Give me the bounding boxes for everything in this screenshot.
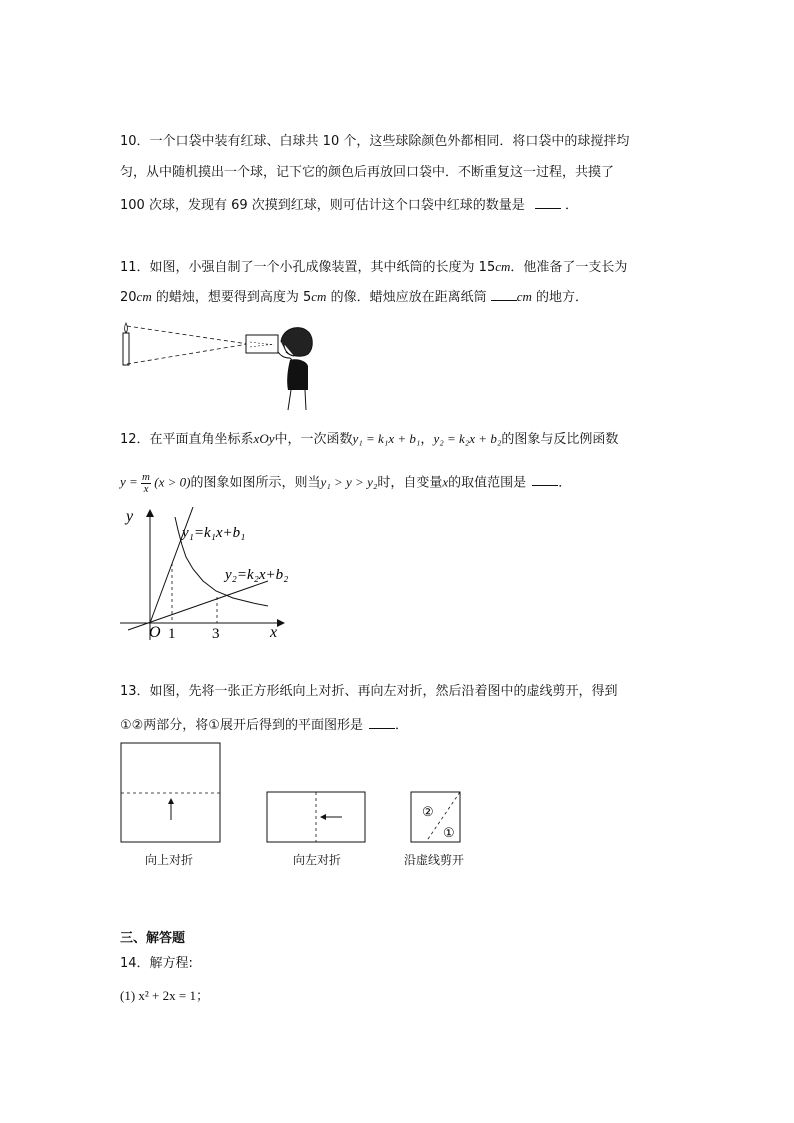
cut-figure [411, 792, 460, 842]
q11-unit-cm-4: cm [516, 289, 532, 304]
q12-line-2-a: 的图象如图所示，则当 [190, 475, 321, 491]
fold-left-figure [267, 792, 365, 842]
q10-answer-blank[interactable] [535, 196, 561, 209]
q14-equation-1: (1) x² + 2x = 1； [120, 988, 209, 1003]
q14-title: 14．解方程: [120, 956, 193, 971]
q13-folding-figures [120, 742, 480, 845]
pinhole-camera-figure [118, 320, 318, 412]
q11-unit-cm-2: cm [136, 289, 152, 304]
q13-line-2-end: ． [394, 718, 408, 733]
boy-icon [278, 328, 312, 410]
fold-up-figure [121, 743, 220, 842]
q12-fraction [141, 472, 151, 495]
q12-function-2: y₂ = k₂x + b₂ [433, 431, 502, 446]
q10-line-3-end: ． [565, 198, 579, 213]
q11-line-2-c: 的像．蜡烛应放在距离纸筒 [326, 290, 491, 305]
q13-line-2-text: ①②两部分，将①展开后得到的平面图形是 [120, 718, 363, 733]
origin-label: O [149, 624, 161, 641]
q12-line-1 [120, 430, 618, 449]
q11-unit-cm: cm [495, 259, 511, 274]
q12-line-2-end: ． [558, 475, 572, 491]
q10-line-3-text: 100 次球，发现有 69 次摸到红球，则可估计这个口袋中红球的数量是 [120, 198, 525, 213]
x-axis-label: x [270, 624, 278, 641]
label-y2: y₂=k₂x+b₂ [225, 567, 289, 583]
q12-answer-blank[interactable] [532, 473, 558, 486]
q10-line-3 [120, 196, 578, 215]
q11-answer-blank[interactable] [491, 288, 517, 301]
paper-tube-icon [246, 335, 278, 353]
caption-cut: 沿虚线剪开 [404, 853, 465, 867]
q12-line-1-c: 的图象与反比例函数 [501, 432, 619, 447]
label-y1: y₁=k₁x+b₁ [182, 525, 246, 541]
light-ray-top [127, 326, 248, 344]
q11-line-2-d: 的地方． [531, 290, 589, 305]
q10-line-1: 10．一个口袋中装有红球、白球共 10 个，这些球除颜色外都相同．将口袋中的球搅拌均 [120, 134, 630, 149]
q12-fraction-numerator: m [142, 471, 150, 483]
q10-line-2: 匀，从中随机摸出一个球，记下它的颜色后再放回口袋中．不断重复这一过程，共摸了 [120, 165, 615, 180]
part-2-mark: ② [422, 804, 434, 819]
q12-line-2-c: 的取值范围是 [448, 475, 527, 491]
q12-fraction-denominator: x [143, 483, 149, 495]
caption-fold-up: 向上对折 [145, 853, 194, 867]
section-title: 三、解答题 [120, 931, 186, 946]
q11-line-2 [120, 288, 588, 307]
q11-line-2-a: 20 [120, 290, 137, 305]
q11-line-1 [120, 258, 627, 277]
q11-line-2-b: 的蜡烛，想要得到高度为 5 [151, 290, 312, 305]
part-1-mark: ① [443, 825, 455, 840]
q12-condition: (x > 0) [154, 474, 191, 490]
q11-line-1-tail: ．他准备了一支长为 [510, 260, 628, 275]
caption-fold-left: 向左对折 [293, 853, 342, 867]
q11-unit-cm-3: cm [311, 289, 327, 304]
q12-inverse-function: y = $\frac{m}{x}$ [120, 471, 150, 495]
q12-inequality: y₁ > y > y₂ [320, 474, 378, 490]
q12-function-graph [118, 505, 298, 645]
candle-icon [123, 323, 129, 365]
q11-line-1-text: 11．如图，小强自制了一个小孔成像装置，其中纸筒的长度为 15 [120, 260, 496, 275]
tick-1-label: 1 [168, 626, 176, 642]
q12-line-2 [120, 472, 571, 495]
q12-sep: ， [420, 432, 434, 447]
y-axis-label: y [126, 508, 134, 525]
q13-line-2 [120, 716, 408, 735]
tick-3-label: 3 [212, 626, 220, 642]
q12-variable-x: x [442, 474, 449, 490]
q13-answer-blank[interactable] [369, 716, 395, 729]
q13-line-1: 13．如图，先将一张正方形纸向上对折、再向左对折，然后沿着图中的虚线剪开，得到 [120, 684, 618, 699]
q12-line-2-b: 时，自变量 [377, 475, 443, 491]
q12-line-1-a: 12．在平面直角坐标系 [120, 432, 254, 447]
q12-line-1-b: 中，一次函数 [274, 432, 353, 447]
light-ray-bottom [127, 344, 248, 364]
q12-xoy: xOy [253, 431, 275, 446]
q12-function-1: y₁ = k₁x + b₁ [352, 431, 421, 446]
